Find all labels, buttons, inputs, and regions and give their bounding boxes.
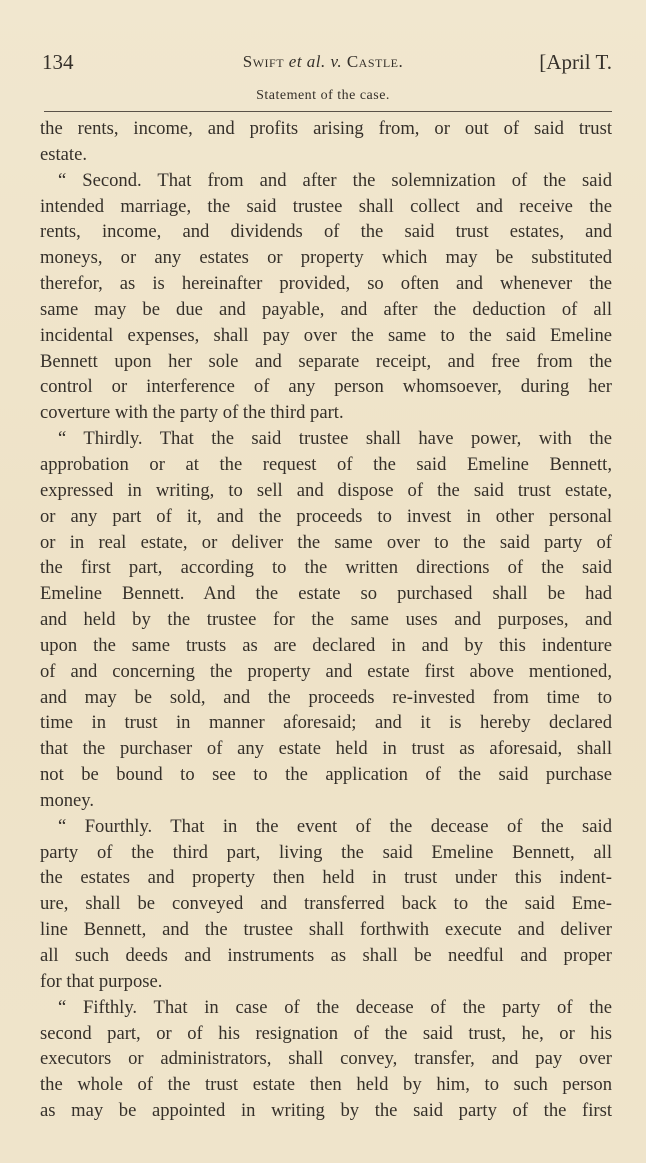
text-line: estate. [40,143,87,165]
text-line: “ Thirdly. That the said trustee shall have power, with the [58,428,612,450]
running-head-italic-1: et al. [288,52,326,71]
body-text [40,116,612,1124]
text-line: executors or administrators, shall convey, transfer, and pay over [40,1048,612,1070]
text-line: rents, income, and dividends of the said trust estates, and [40,221,612,243]
text-line: line Bennett, and the trustee shall forthwith execute and deliver [40,919,612,941]
text-line: ure, shall be conveyed and transferred back to the said Eme- [40,893,612,915]
text-line: expressed in writing, to sell and dispose of the said trust estate, [40,479,612,501]
text-line: for that purpose. [40,970,163,992]
text-line: the first part, according to the written directions of the said [40,557,612,579]
running-head [34,52,612,72]
text-line: “ Second. That from and after the solemnization of the said [58,169,612,191]
text-line: that the purchaser of any estate held in trust as aforesaid, shall [40,738,612,760]
section-subhead: Statement of the case. [256,88,390,103]
header-rule [44,111,612,112]
text-line: the estates and property then held in trust under this indent- [40,867,612,889]
text-line: party of the third part, living the said Emeline Bennett, all [40,841,612,863]
text-line: and held by the trustee for the same uses and purposes, and [40,609,612,631]
text-line: therefor, as is hereinafter provided, so often and whenever the [40,273,612,295]
text-line: not be bound to see to the application of the said purchase [40,764,612,786]
text-line: all such deeds and instruments as shall be needful and proper [40,945,612,966]
text-line: upon the same trusts as are declared in and by this indenture [40,634,612,656]
text-line: money. [40,789,95,811]
text-line: moneys, or any estates or property which may be substituted [40,247,612,269]
running-head-pre: Swift [242,52,289,71]
page-number: 134 [42,50,74,74]
text-line: intended marriage, the said trustee shall collect and receive the [40,195,612,217]
text-line: coverture with the party of the third part. [40,402,344,424]
page-header [34,46,612,78]
running-head-italic-2: v. [330,52,343,71]
text-line: approbation or at the request of the said Emeline Bennett, [40,453,612,475]
text-line: as may be appointed in writing by the said party of the first [40,1100,612,1122]
text-line: time in trust in manner aforesaid; and it is hereby declared [40,712,612,734]
text-line: the rents, income, and profits arising from, or out of said trust [40,118,612,139]
text-line: incidental expenses, shall pay over the same to the said Emeline [40,324,612,346]
text-line: of and concerning the property and estate first above mentioned, [40,660,612,682]
term-date: [April T. [539,50,612,74]
running-head-post: Castle. [342,52,404,71]
text-line: “ Fourthly. That in the event of the decease of the said [58,815,612,837]
text-line: same may be due and payable, and after the deduction of all [40,298,612,320]
text-line: “ Fifthly. That in case of the decease of the party of the [58,996,612,1018]
text-line: the whole of the trust estate then held by him, to such person [40,1074,612,1096]
text-line: and may be sold, and the proceeds re-invested from time to [40,686,612,708]
text-line: control or interference of any person whomsoever, during her [40,376,612,398]
text-line: or any part of it, and the proceeds to invest in other personal [40,505,612,527]
text-line: second part, or of his resignation of the said trust, he, or his [40,1022,612,1044]
text-line: Emeline Bennett. And the estate so purchased shall be had [40,583,612,605]
text-line: Bennett upon her sole and separate receipt, and free from the [40,350,612,372]
text-line: or in real estate, or deliver the same over to the said party of [40,531,612,553]
